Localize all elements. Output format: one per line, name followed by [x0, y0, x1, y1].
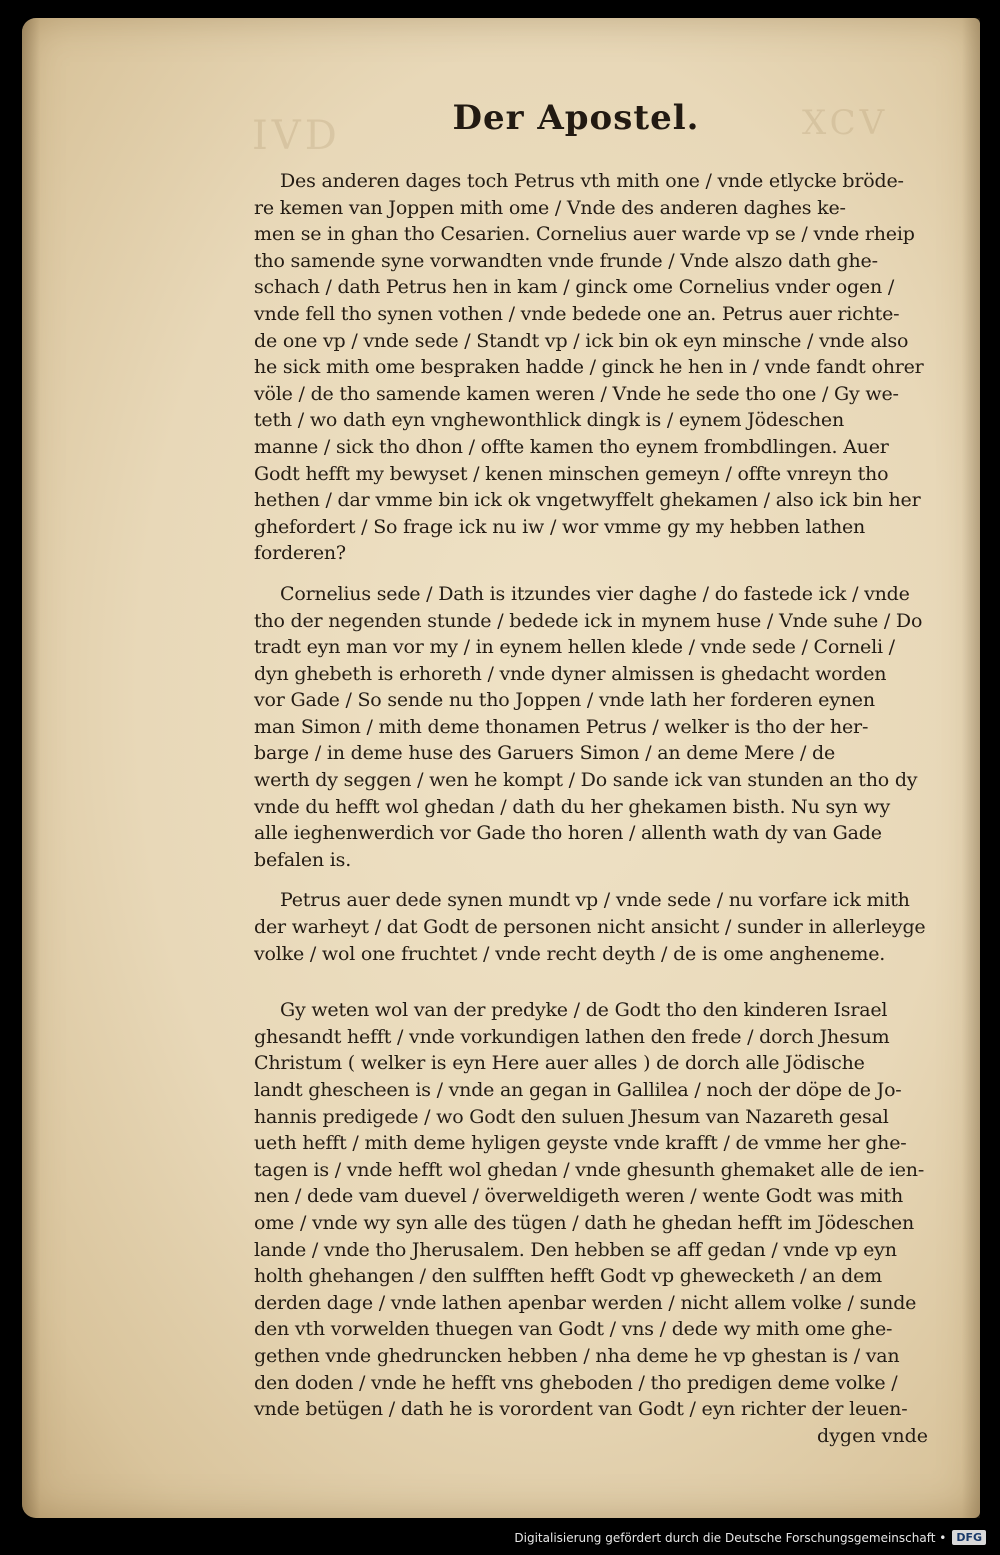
- book-page: [22, 18, 980, 1518]
- text-line: nen / dede vam duevel / överweldigeth weren / wente Godt was mith: [254, 1185, 904, 1208]
- page-left-shadow: [22, 18, 40, 1518]
- text-line: derden dage / vnde lathen apenbar werden / nicht allem volke / sunde: [254, 1291, 917, 1314]
- text-line: re kemen van Joppen mith ome / Vnde des anderen daghes ke-: [254, 196, 846, 219]
- text-line: den vth vorwelden thuegen van Godt / vns / dede wy mith ome ghe-: [254, 1318, 893, 1341]
- text-line: lande / vnde tho Jherusalem. Den hebben se aff gedan / vnde vp eyn: [254, 1238, 897, 1261]
- text-line: ueth hefft / mith deme hyligen geyste vnde krafft / de vmme her ghe-: [254, 1132, 907, 1155]
- text-line: alle ieghenwerdich vor Gade tho horen / allenth wath dy van Gade: [254, 822, 882, 845]
- text-line: volke / wol one fruchtet / vnde recht deyth / de is ome angheneme.: [254, 942, 886, 965]
- text-line: man Simon / mith deme thonamen Petrus / welker is tho der her-: [254, 715, 869, 738]
- text-line: hethen / dar vmme bin ick ok vngetwyffelt ghekamen / also ick bin her: [254, 489, 921, 512]
- text-line: hannis predigede / wo Godt den suluen Jhesum van Nazareth gesal: [254, 1105, 889, 1128]
- body-text: [254, 168, 934, 1463]
- text-line: dyn ghebeth is erhoreth / vnde dyner almissen is ghedacht worden: [254, 662, 887, 685]
- text-line: ghesandt hefft / vnde vorkundigen lathen den frede / dorch Jhesum: [254, 1025, 890, 1048]
- text-line: forderen?: [254, 542, 346, 565]
- text-line: befalen is.: [254, 848, 352, 871]
- running-headline: Der Apostel.: [452, 98, 700, 138]
- dfg-logo-icon: DFG: [952, 1530, 986, 1545]
- page-right-shadow: [962, 18, 980, 1518]
- text-line: völe / de tho samende kamen weren / Vnde he sede tho one / Gy we-: [254, 382, 899, 405]
- text-line: Petrus auer dede synen mundt vp / vnde sede / nu vorfare ick mith: [280, 889, 910, 912]
- catchword: dygen vnde: [817, 1424, 928, 1447]
- text-line: der warheyt / dat Godt de personen nicht ansicht / sunder in allerleyge: [254, 916, 926, 939]
- text-line: vor Gade / So sende nu tho Joppen / vnde lath her forderen eynen: [254, 689, 875, 712]
- text-line: de one vp / vnde sede / Standt vp / ick bin ok eyn minsche / vnde also: [254, 329, 909, 352]
- text-line: vnde du hefft wol ghedan / dath du her ghekamen bisth. Nu syn wy: [254, 795, 891, 818]
- text-line: Gy weten wol van der predyke / de Godt tho den kinderen Israel: [280, 999, 888, 1022]
- paragraph-2: [254, 581, 934, 874]
- text-line: den doden / vnde he hefft vns gheboden / tho predigen deme volke /: [254, 1371, 898, 1394]
- text-line: tagen is / vnde hefft wol ghedan / vnde ghesunth ghemaket alle de ien-: [254, 1158, 925, 1181]
- text-line: ome / vnde wy syn alle des tügen / dath he ghedan hefft im Jödeschen: [254, 1211, 915, 1234]
- text-line: he sick mith ome bespraken hadde / ginck he hen in / vnde fandt ohrer: [254, 356, 924, 379]
- text-line: men se in ghan tho Cesarien. Cornelius auer warde vp se / vnde rheip: [254, 223, 915, 246]
- text-line: tho der negenden stunde / bedede ick in mynem huse / Vnde suhe / Do: [254, 609, 923, 632]
- text-line: Godt hefft my bewyset / kenen minschen gemeyn / offte vnreyn tho: [254, 462, 889, 485]
- text-line: schach / dath Petrus hen in kam / ginck ome Cornelius vnder ogen /: [254, 276, 895, 299]
- digitization-footer: [514, 1530, 986, 1545]
- text-line: Christum ( welker is eyn Here auer alles ) de dorch alle Jödische: [254, 1052, 865, 1075]
- text-line: gethen vnde ghedruncken hebben / nha deme he vp ghestan is / van: [254, 1344, 900, 1367]
- show-through-mark-right: XCV: [802, 103, 889, 143]
- paragraph-3: [254, 887, 934, 967]
- text-line: tho samende syne vorwandten vnde frunde / Vnde alszo dath ghe-: [254, 249, 878, 272]
- paragraph-1: [254, 168, 934, 567]
- show-through-mark-left: IVD: [252, 113, 341, 159]
- text-line: holth ghehangen / den sulfften hefft Godt vp ghewecketh / an dem: [254, 1265, 882, 1288]
- text-line: barge / in deme huse des Garuers Simon / an deme Mere / de: [254, 742, 836, 765]
- footer-credit-text: Digitalisierung gefördert durch die Deutsche Forschungsgemeinschaft •: [514, 1530, 947, 1545]
- paragraph-4: [254, 997, 934, 1449]
- text-line: werth dy seggen / wen he kompt / Do sande ick van stunden an tho dy: [254, 769, 918, 792]
- text-line: manne / sick tho dhon / offte kamen tho eynem frombdlingen. Auer: [254, 435, 889, 458]
- text-line: landt ghescheen is / vnde an gegan in Gallilea / noch der döpe de Jo-: [254, 1079, 902, 1101]
- text-line: Des anderen dages toch Petrus vth mith one / vnde etlycke bröde-: [280, 170, 904, 192]
- text-line: tradt eyn man vor my / in eynem hellen klede / vnde sede / Corneli /: [254, 636, 895, 659]
- text-line: vnde betügen / dath he is vorordent van Godt / eyn richter der leuen-: [254, 1398, 908, 1421]
- text-line: ghefordert / So frage ick nu iw / wor vmme gy my hebben lathen: [254, 515, 866, 538]
- text-line: Cornelius sede / Dath is itzundes vier daghe / do fastede ick / vnde: [280, 582, 910, 605]
- text-line: teth / wo dath eyn vnghewonthlick dingk is / eynem Jödeschen: [254, 409, 844, 432]
- text-line: vnde fell tho synen vothen / vnde bedede one an. Petrus auer richte-: [254, 302, 900, 325]
